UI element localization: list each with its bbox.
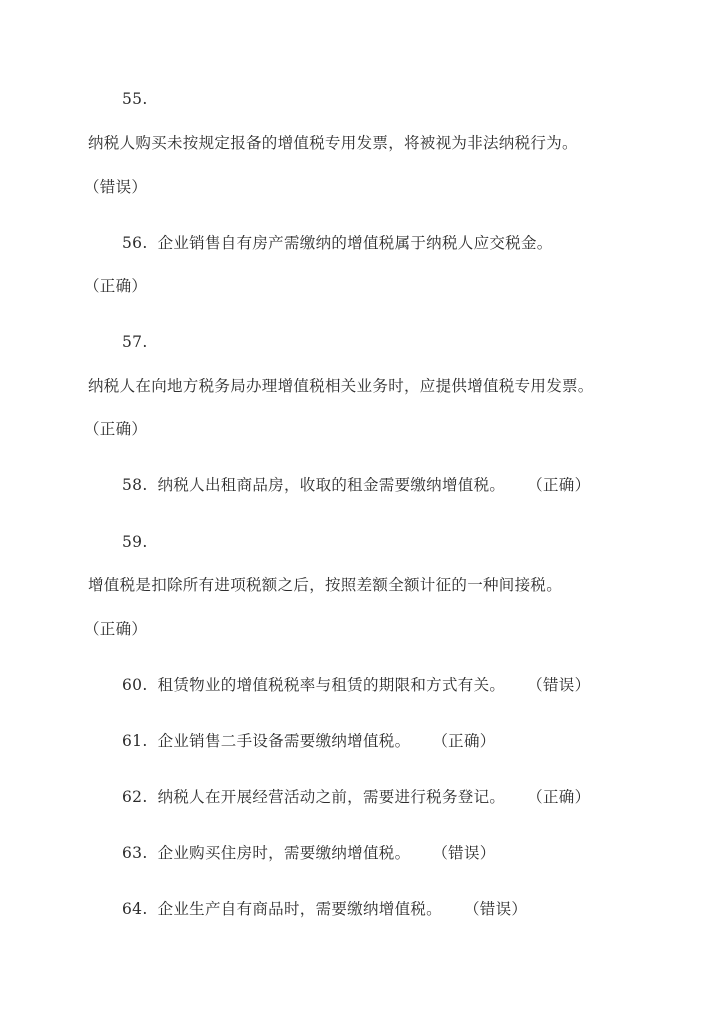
item-56-number: 56.: [122, 234, 148, 252]
item-58-number: 58.: [122, 476, 148, 494]
item-63-number: 63.: [122, 844, 148, 862]
item-55-answer: （错误）: [84, 178, 148, 196]
item-64-question: 企业生产自有商品时，需要缴纳增值税。: [157, 900, 442, 918]
item-62-answer: （正确）: [527, 788, 591, 806]
item-57-answer: （正确）: [84, 420, 148, 438]
item-61-number: 61.: [122, 732, 148, 750]
item-59-question: 增值税是扣除所有进项税额之后，按照差额全额计征的一种间接税。: [88, 576, 563, 594]
item-61-question: 企业销售二手设备需要缴纳增值税。: [157, 732, 411, 750]
item-62: [122, 787, 590, 807]
item-58: [122, 475, 590, 495]
item-59-number: 59.: [122, 533, 148, 551]
item-62-question: 纳税人在开展经营活动之前，需要进行税务登记。: [157, 788, 506, 806]
item-60-answer: （错误）: [527, 676, 591, 694]
item-63-question: 企业购买住房时，需要缴纳增值税。: [157, 844, 411, 862]
item-58-answer: （正确）: [527, 476, 591, 494]
item-57-question: 纳税人在向地方税务局办理增值税相关业务时，应提供增值税专用发票。: [88, 377, 594, 395]
item-64-answer: （错误）: [463, 900, 528, 918]
item-61-answer: （正确）: [432, 732, 496, 750]
item-63: [122, 843, 496, 863]
item-59-answer: （正确）: [84, 620, 148, 638]
item-55-number: 55.: [122, 90, 148, 108]
item-64: [122, 899, 527, 919]
item-56-answer: （正确）: [84, 277, 148, 295]
item-60: [122, 675, 590, 695]
item-56-question: 企业销售自有房产需缴纳的增值税属于纳税人应交税金。: [157, 234, 553, 252]
item-57-number: 57.: [122, 333, 148, 351]
item-64-number: 64.: [122, 900, 148, 918]
item-58-question: 纳税人出租商品房，收取的租金需要缴纳增值税。: [157, 476, 506, 494]
item-55-question: 纳税人购买未按规定报备的增值税专用发票，将被视为非法纳税行为。: [88, 134, 578, 152]
item-62-number: 62.: [122, 788, 148, 806]
item-63-answer: （错误）: [432, 844, 496, 862]
item-60-number: 60.: [122, 676, 148, 694]
item-60-question: 租赁物业的增值税税率与租赁的期限和方式有关。: [157, 676, 506, 694]
item-61: [122, 731, 496, 751]
item-56: [122, 233, 553, 253]
